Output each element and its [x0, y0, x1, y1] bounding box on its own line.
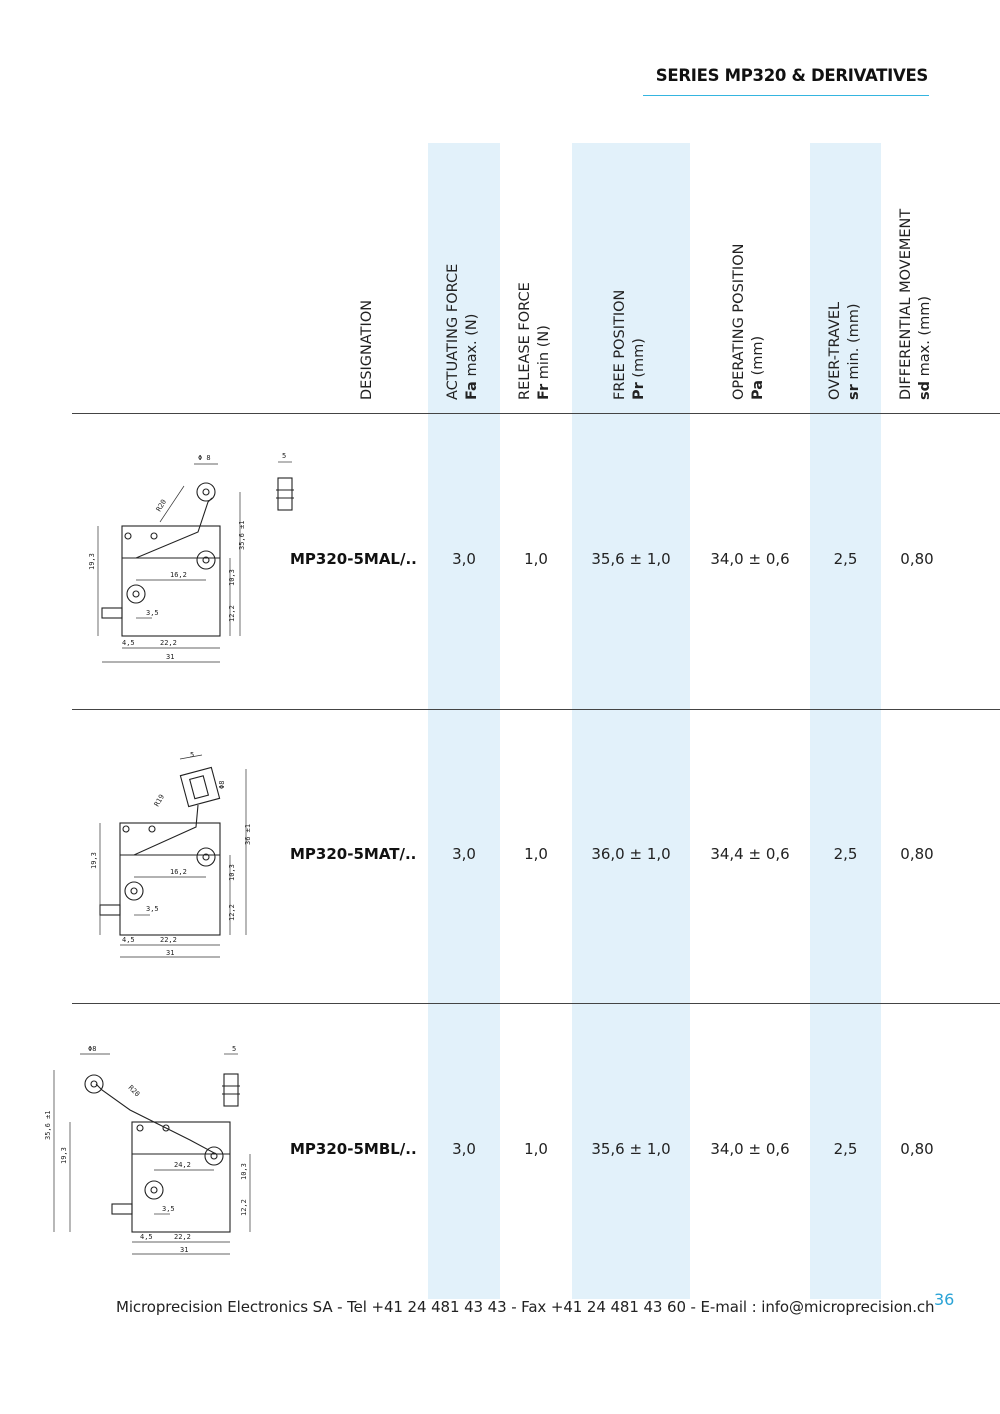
svg-text:10,3: 10,3 — [228, 569, 236, 586]
svg-text:31: 31 — [180, 1246, 189, 1254]
drawing-mp320-5mal — [80, 440, 320, 680]
svg-text:R19: R19 — [152, 793, 167, 808]
svg-text:12,2: 12,2 — [240, 1199, 248, 1216]
release-force-cell: 1,0 — [524, 845, 548, 863]
svg-text:Φ 8: Φ 8 — [198, 454, 211, 462]
release-force-cell: 1,0 — [524, 550, 548, 568]
actuating-force-cell: 3,0 — [452, 550, 476, 568]
svg-text:3,5: 3,5 — [162, 1205, 175, 1213]
svg-text:35,6 ±1: 35,6 ±1 — [44, 1110, 52, 1140]
svg-text:24,2: 24,2 — [174, 1161, 191, 1169]
over-travel-cell: 2,5 — [833, 845, 858, 863]
svg-text:Φ8: Φ8 — [218, 780, 226, 789]
operating-position-cell: 34,4 ± 0,6 — [710, 845, 790, 863]
differential-cell: 0,80 — [900, 845, 934, 863]
svg-text:R20: R20 — [126, 1083, 142, 1099]
svg-text:R20: R20 — [154, 498, 169, 513]
svg-text:5: 5 — [282, 452, 287, 460]
header-differential-movement: DIFFERENTIAL MOVEMENT sd max. (mm) — [898, 208, 933, 400]
svg-text:4,5: 4,5 — [122, 639, 135, 647]
free-position-cell: 36,0 ± 1,0 — [591, 845, 671, 863]
svg-text:12,2: 12,2 — [228, 904, 236, 921]
operating-position-cell: 34,0 ± 0,6 — [710, 1140, 790, 1158]
svg-text:4,5: 4,5 — [140, 1233, 153, 1241]
svg-text:19,3: 19,3 — [60, 1147, 68, 1164]
svg-text:19,3: 19,3 — [90, 852, 98, 869]
svg-text:5: 5 — [232, 1045, 237, 1053]
svg-text:35,6 ±1: 35,6 ±1 — [238, 520, 246, 550]
svg-text:22,2: 22,2 — [160, 936, 177, 944]
over-travel-cell: 2,5 — [833, 550, 858, 568]
drawing-mp320-5mat — [80, 745, 280, 975]
svg-text:4,5: 4,5 — [122, 936, 135, 944]
header-release-force: RELEASE FORCE Fr min (N) — [517, 282, 552, 400]
svg-text:10,3: 10,3 — [228, 864, 236, 881]
release-force-cell: 1,0 — [524, 1140, 548, 1158]
svg-text:10,3: 10,3 — [240, 1163, 248, 1180]
title-underline — [643, 95, 929, 96]
row-divider — [72, 709, 1000, 710]
differential-cell: 0,80 — [900, 1140, 934, 1158]
svg-text:22,2: 22,2 — [174, 1233, 191, 1241]
row-divider — [72, 1003, 1000, 1004]
svg-text:3,5: 3,5 — [146, 905, 159, 913]
series-title: SERIES MP320 & DERIVATIVES — [655, 66, 928, 85]
svg-text:5: 5 — [190, 751, 195, 759]
drawing-mp320-5mbl — [40, 1040, 280, 1260]
header-free-position: FREE POSITION Pr (mm) — [612, 289, 647, 400]
actuating-force-cell: 3,0 — [452, 1140, 476, 1158]
designation-cell: MP320-5MBL/.. — [290, 1140, 417, 1158]
svg-text:19,3: 19,3 — [88, 553, 96, 570]
svg-text:16,2: 16,2 — [170, 571, 187, 579]
svg-text:22,2: 22,2 — [160, 639, 177, 647]
operating-position-cell: 34,0 ± 0,6 — [710, 550, 790, 568]
actuating-force-cell: 3,0 — [452, 845, 476, 863]
header-operating-position: OPERATING POSITION Pa (mm) — [731, 243, 766, 400]
svg-text:3,5: 3,5 — [146, 609, 159, 617]
svg-text:36 ±1: 36 ±1 — [244, 823, 252, 845]
designation-cell: MP320-5MAT/.. — [290, 845, 417, 863]
header-actuating-force: ACTUATING FORCE Fa max. (N) — [445, 263, 480, 400]
svg-text:16,2: 16,2 — [170, 868, 187, 876]
row-divider — [72, 413, 1000, 414]
footer-contact: Microprecision Electronics SA - Tel +41 24 481 43 43 - Fax +41 24 481 43 60 - E-mail : info@microprecision.ch — [116, 1298, 935, 1316]
svg-text:31: 31 — [166, 653, 175, 661]
over-travel-cell: 2,5 — [833, 1140, 858, 1158]
page-number: 36 — [934, 1290, 955, 1309]
designation-cell: MP320-5MAL/.. — [290, 550, 417, 568]
free-position-cell: 35,6 ± 1,0 — [591, 1140, 671, 1158]
differential-cell: 0,80 — [900, 550, 934, 568]
header-over-travel: OVER-TRAVEL sr min. (mm) — [827, 301, 862, 400]
free-position-cell: 35,6 ± 1,0 — [591, 550, 671, 568]
svg-text:31: 31 — [166, 949, 175, 957]
svg-text:12,2: 12,2 — [228, 605, 236, 622]
header-designation: DESIGNATION — [359, 299, 375, 400]
svg-text:Φ8: Φ8 — [88, 1045, 97, 1053]
